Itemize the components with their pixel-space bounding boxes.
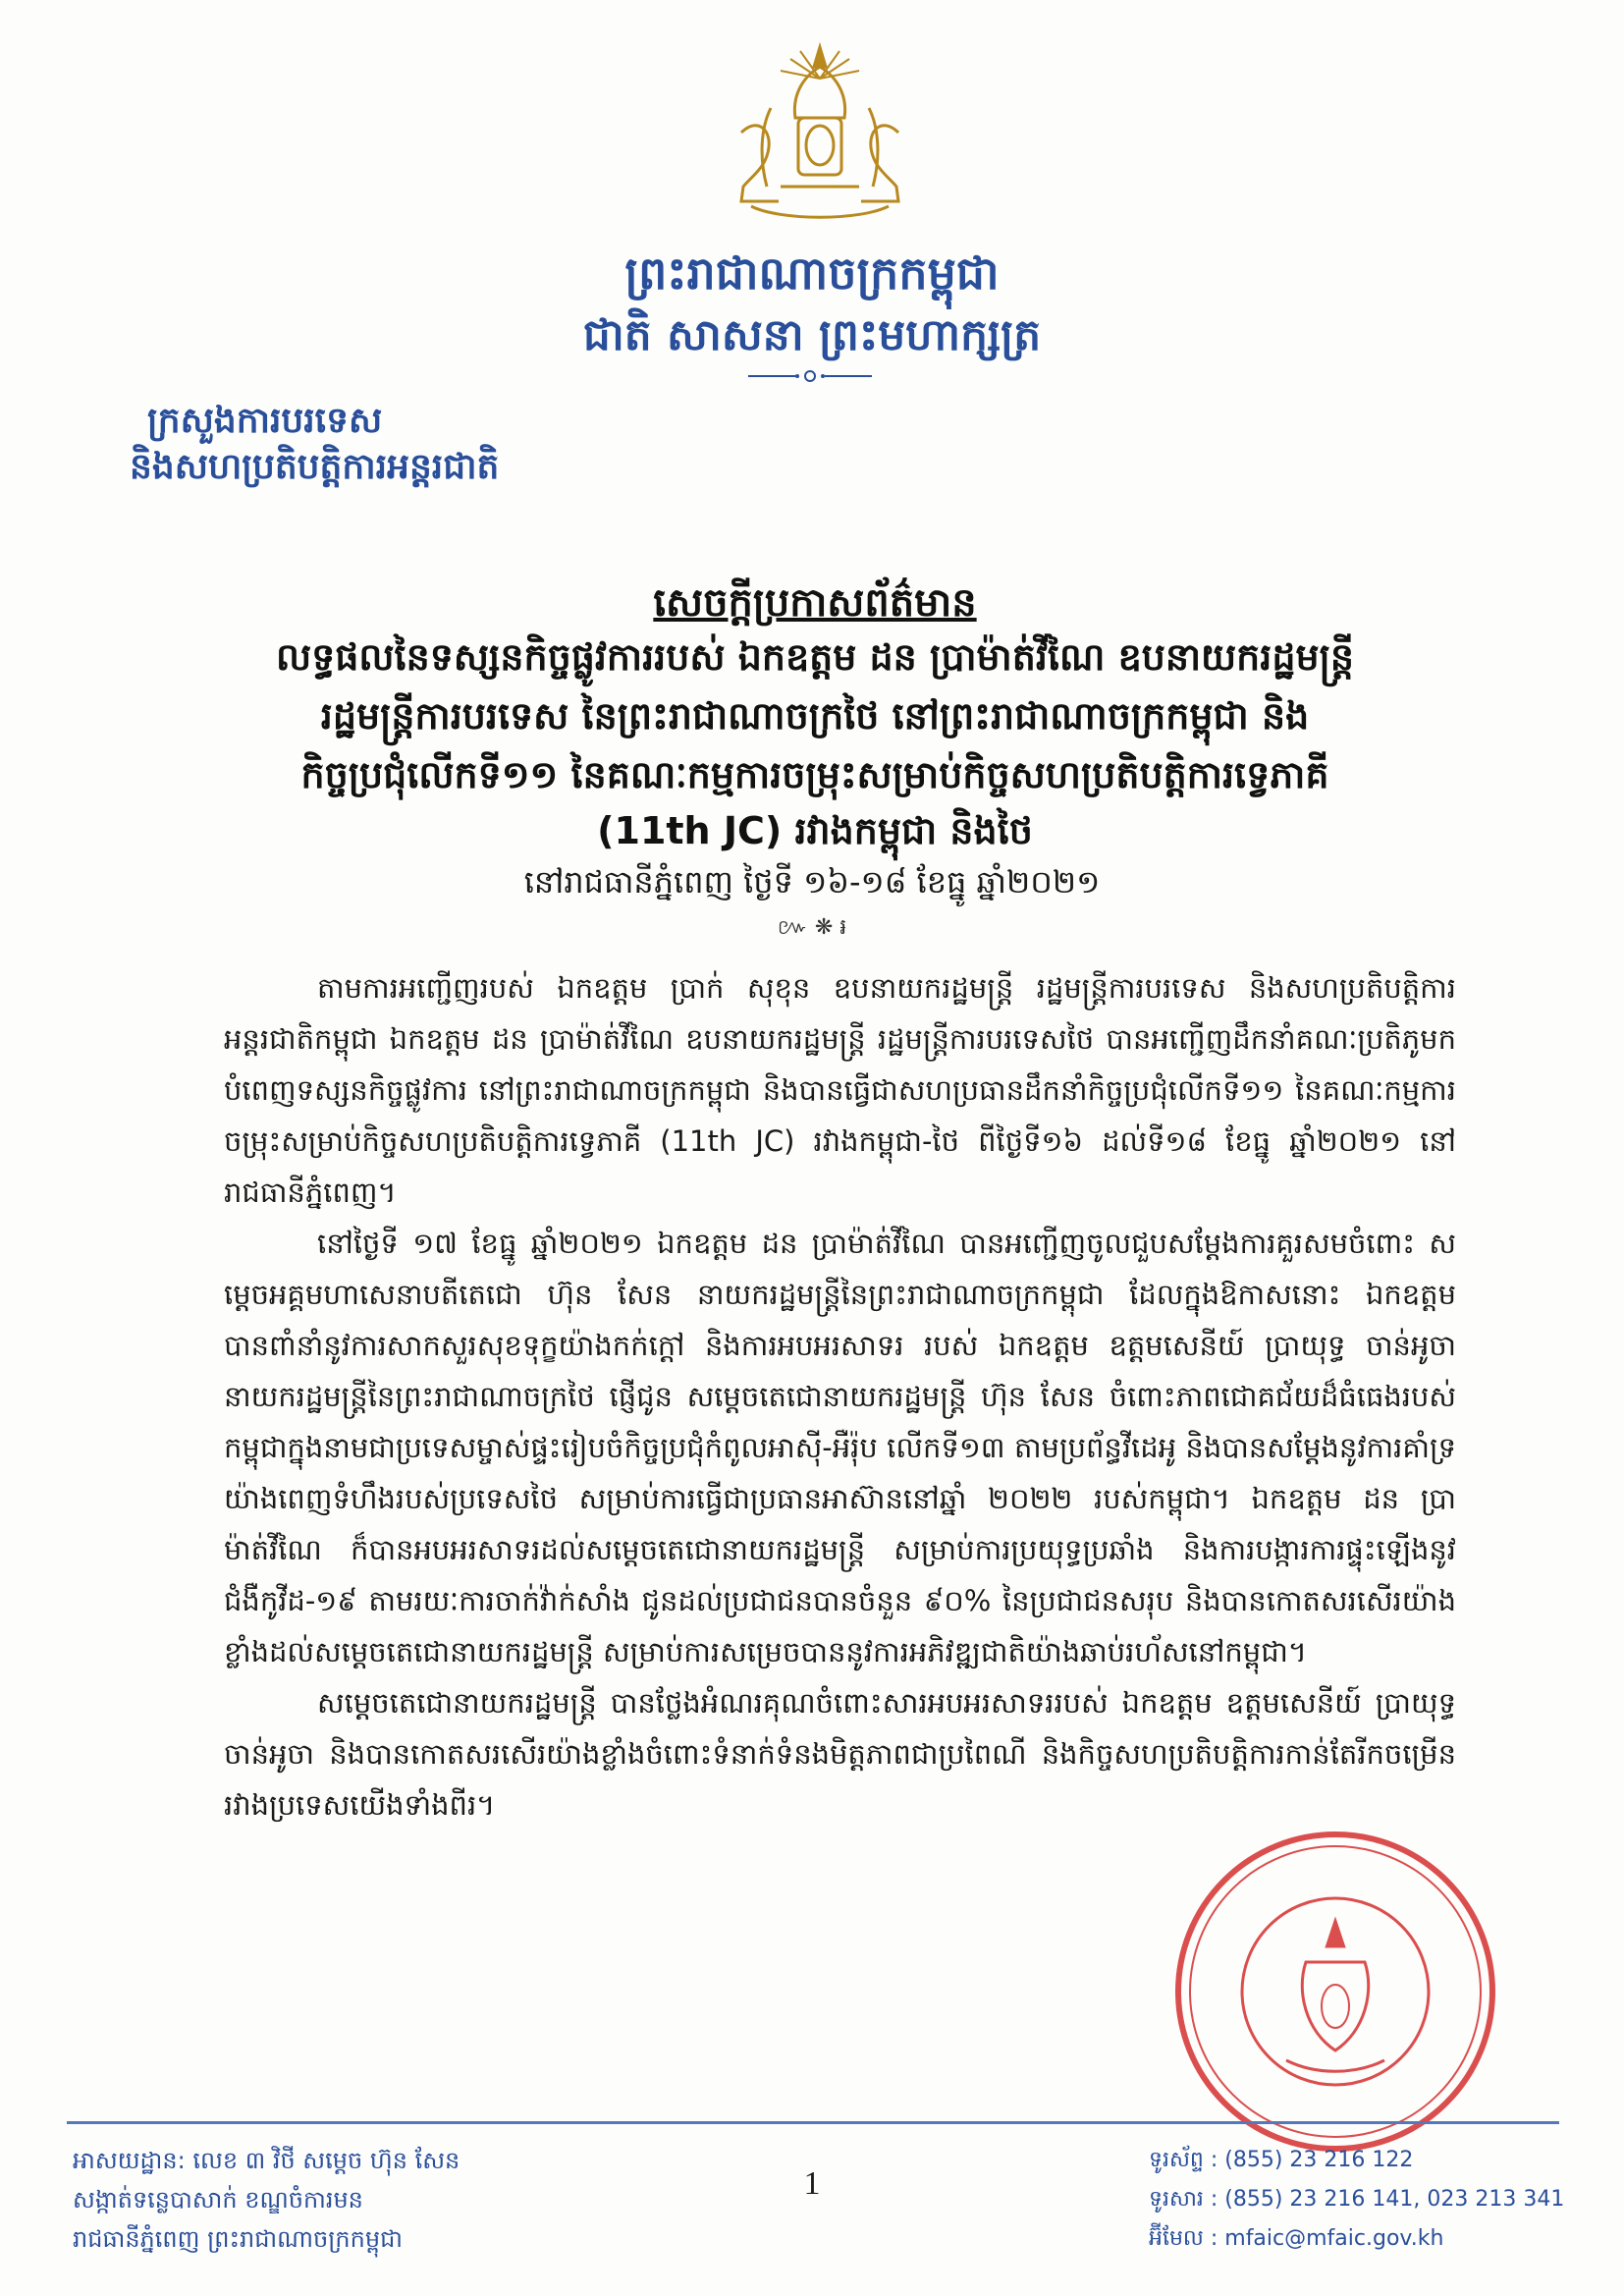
kingdom-title: ព្រះរាជាណាចក្រកម្ពុជា bbox=[624, 246, 1000, 300]
title-line1: លទ្ធផលនៃទស្សនកិច្ចផ្លូវការរបស់ ឯកឧត្តម ដន ប្រាម៉ាត់វីណៃ ឧបនាយករដ្ឋមន្ត្រី bbox=[275, 635, 1355, 679]
footer-divider bbox=[67, 2121, 1559, 2124]
address-line1: អាសយដ្ឋាន: លេខ ៣ វិថី សម្តេច ហ៊ុន សែន bbox=[73, 2147, 460, 2174]
date-line: នៅរាជធានីភ្នំពេញ ថ្ងៃទី ១៦-១៨ ខែធ្នូ ឆ្នាំ២០២១ bbox=[523, 863, 1101, 901]
paragraph-2: នៅថ្ងៃទី ១៧ ខែធ្នូ ឆ្នាំ២០២១ ឯកឧត្តម ដន ប្រាម៉ាត់វីណៃ បានអញ្ជើញចូលជួបសម្តែងការគួរសមចំពោះ សម្តេចអគ្គមហាសេនាបតីតេជោ ហ៊ុន សែន នាយករដ្ឋមន្ត្រីនៃព្រះរាជាណាចក្រកម្ពុជា ដែលក្នុងឱកាសនោះ ឯកឧត្តម បានពាំនាំនូវការសាកសួរសុខទុក្ខយ៉ាងកក់ក្តៅ និងការអបអរសាទរ របស់ ឯកឧត្តម ឧត្តមសេនីយ៍ ប្រាយុទ្ធ ចាន់អូចា នាយករដ្ឋមន្ត្រីនៃព្រះរាជាណាចក្រថៃ ផ្ញើជូន សម្តេចតេជោនាយករដ្ឋមន្ត្រី ហ៊ុន សែន ចំពោះភាពជោគជ័យដ៏ធំធេងរបស់កម្ពុជាក្នុងនាមជាប្រទេសម្ចាស់ផ្ទះរៀបចំកិច្ចប្រជុំកំពូលអាស៊ី-អឺរ៉ុប លើកទី១៣ តាមប្រព័ន្ធវីដេអូ និងបានសម្តែងនូវការគាំទ្រយ៉ាងពេញទំហឹងរបស់ប្រទេសថៃ សម្រាប់ការធ្វើជាប្រធានអាស៊ាននៅឆ្នាំ ២០២២ របស់កម្ពុជា។ ឯកឧត្តម ដន ប្រាម៉ាត់វីណៃ ក៏បានអបអរសាទរដល់សម្តេចតេជោនាយករដ្ឋមន្ត្រី សម្រាប់ការប្រយុទ្ធប្រឆាំង និងការបង្ការការផ្ទុះឡើងនូវជំងឺកូវីដ-១៩ តាមរយៈការចាក់វ៉ាក់សាំង ជូនដល់ប្រជាជនបានចំនួន ៩០% នៃប្រជាជនសរុប និងបានកោតសរសើរយ៉ាងខ្លាំងដល់សម្តេចតេជោនាយករដ្ឋមន្ត្រី សម្រាប់ការសម្រេចបាននូវការអភិវឌ្ឍជាតិយ៉ាងឆាប់រហ័សនៅកម្ពុជា។ bbox=[224, 1227, 1456, 1668]
decorative-divider: ៚ ❋ ៛ bbox=[777, 915, 847, 940]
ministry-name-line2: និងសហប្រតិបត្តិការអន្តរជាតិ bbox=[130, 447, 500, 487]
title-line3: កិច្ចប្រជុំលើកទី១១ នៃគណៈកម្មការចម្រុះសម្រាប់កិច្ចសហប្រតិបត្តិការទ្វេភាគី bbox=[300, 753, 1329, 796]
royal-coat-of-arms-icon bbox=[702, 39, 938, 236]
title-line2: រដ្ឋមន្ត្រីការបរទេស នៃព្រះរាជាណាចក្រថៃ នៅព្រះរាជាណាចក្រកម្ពុជា និង bbox=[320, 694, 1310, 738]
footer-contacts bbox=[1149, 2141, 1564, 2259]
ministry-name-line1: ក្រសួងការបរទេស bbox=[147, 401, 383, 441]
paragraph-1: តាមការអញ្ជើញរបស់ ឯកឧត្តម ប្រាក់ សុខុន ឧបនាយករដ្ឋមន្ត្រី រដ្ឋមន្ត្រីការបរទេស និងសហប្រតិបត្តិការអន្តរជាតិកម្ពុជា ឯកឧត្តម ដន ប្រាម៉ាត់វីណៃ ឧបនាយករដ្ឋមន្ត្រី រដ្ឋមន្ត្រីការបរទេសថៃ បានអញ្ជើញដឹកនាំគណៈប្រតិភូមកបំពេញទស្សនកិច្ចផ្លូវការ នៅព្រះរាជាណាចក្រកម្ពុជា និងបានធ្វើជាសហប្រធានដឹកនាំកិច្ចប្រជុំលើកទី១១ នៃគណៈកម្មការចម្រុះសម្រាប់កិច្ចសហប្រតិបត្តិការទ្វេភាគី (11th JC) រវាងកម្ពុជា-ថៃ ពីថ្ងៃទី១៦ ដល់ទី១៨ ខែធ្នូ ឆ្នាំ២០២១ នៅរាជធានីភ្នំពេញ។ bbox=[224, 971, 1456, 1209]
ornament-divider-icon bbox=[746, 368, 874, 384]
official-seal-icon bbox=[1168, 1825, 1502, 2159]
title-line4: (11th JC) រវាងកម្ពុជា និងថៃ bbox=[597, 809, 1033, 852]
press-release-heading: សេចក្តីប្រកាសព័ត៌មាន bbox=[653, 580, 977, 626]
body-text bbox=[224, 962, 1456, 1831]
phone-line: ទូរស័ព្ទ : (855) 23 216 122 bbox=[1149, 2148, 1414, 2172]
national-motto: ជាតិ សាសនា ព្រះមហាក្សត្រ bbox=[582, 310, 1042, 360]
page-number: 1 bbox=[803, 2165, 821, 2202]
address-line3: រាជធានីភ្នំពេញ ព្រះរាជាណាចក្រកម្ពុជា bbox=[73, 2225, 403, 2253]
email-link[interactable]: អ៊ីមែល : mfaic@mfaic.gov.kh bbox=[1149, 2226, 1444, 2251]
paragraph-3: សម្តេចតេជោនាយករដ្ឋមន្ត្រី បានថ្លែងអំណរគុណចំពោះសារអបអរសាទររបស់ ឯកឧត្តម ឧត្តមសេនីយ៍ ប្រាយុទ្ធ ចាន់អូចា និងបានកោតសរសើរយ៉ាងខ្លាំងចំពោះទំនាក់ទំនងមិត្តភាពជាប្រពៃណី និងកិច្ចសហប្រតិបត្តិការកាន់តែរីកចម្រើនរវាងប្រទេសយើងទាំងពីរ។ bbox=[224, 1686, 1456, 1822]
address-line2: សង្កាត់ទន្លេបាសាក់ ខណ្ឌចំការមន bbox=[73, 2186, 363, 2214]
fax-line: ទូរសារ : (855) 23 216 141, 023 213 341 bbox=[1149, 2187, 1565, 2212]
